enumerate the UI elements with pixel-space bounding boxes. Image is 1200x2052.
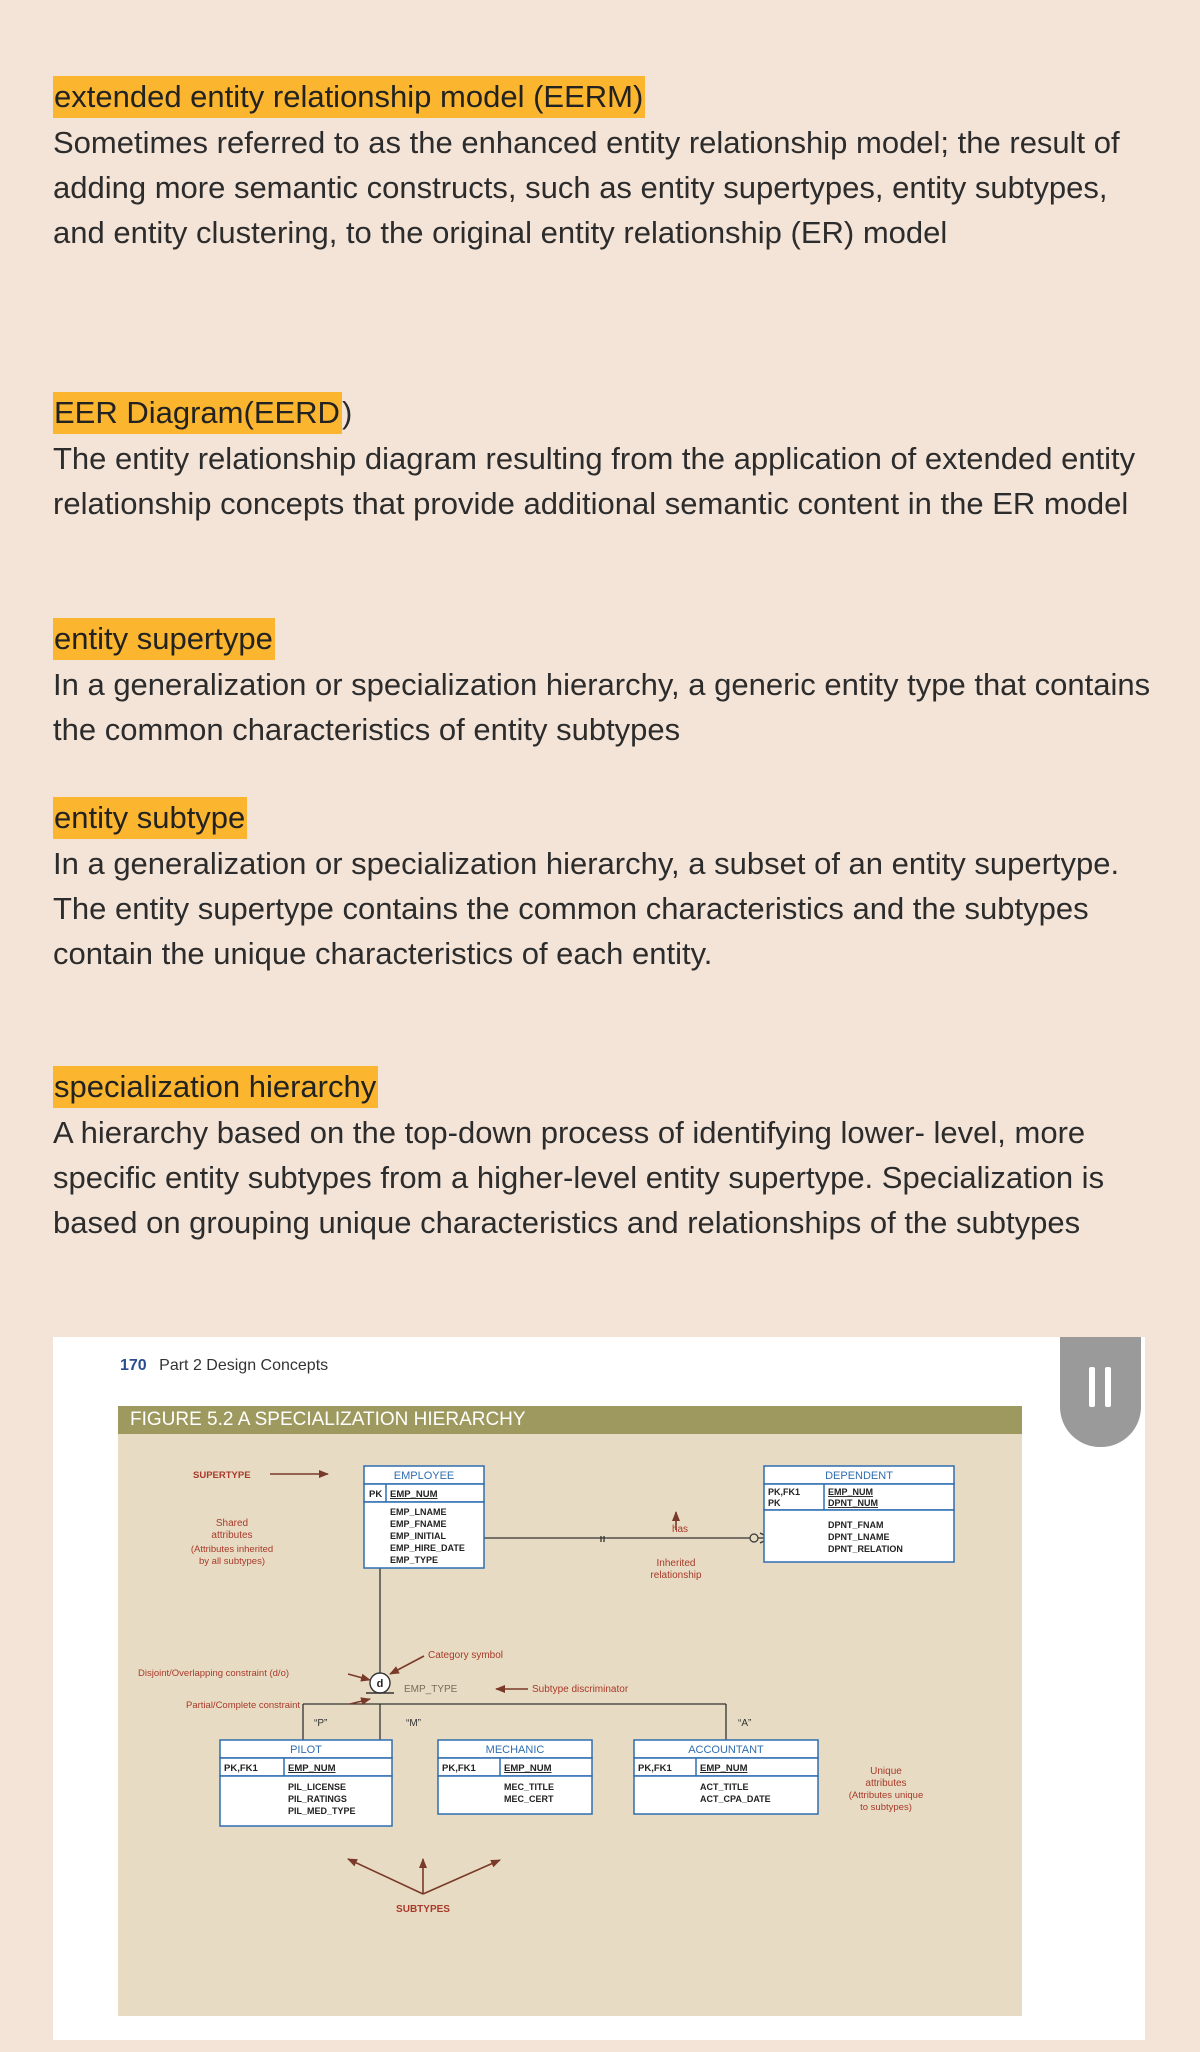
glossary-definition: In a generalization or specialization hierarchy, a subset of an entity supertype. The entity supertype contains the common characteristics and the subtypes contain the unique characteristics of each entity. — [53, 846, 1120, 971]
entity-dependent — [764, 1466, 954, 1562]
label-unique-attributes: Unique — [870, 1766, 902, 1777]
glossary-entry-eerm — [53, 76, 1153, 255]
label-inherited-note: by all subtypes) — [198, 1556, 266, 1567]
attribute: EMP_HIRE_DATE — [390, 1543, 465, 1553]
attribute: EMP_LNAME — [390, 1507, 447, 1517]
optional-circle — [750, 1534, 758, 1542]
key-label: PK — [369, 1489, 383, 1500]
glossary-term: entity subtype — [53, 797, 247, 839]
key-label: PK,FK1 — [768, 1487, 801, 1497]
key-attribute: EMP_NUM — [828, 1487, 874, 1497]
glossary-term: specialization hierarchy — [53, 1066, 378, 1108]
label-partial-constraint: Partial/Complete constraint — [186, 1700, 301, 1711]
glossary-definition: In a generalization or specialization hierarchy, a generic entity type that contains the common characteristics of entity subtypes — [53, 667, 1151, 747]
label-code-m: “M” — [406, 1718, 421, 1729]
label-shared-attributes: Shared — [215, 1518, 249, 1529]
entity-name: MECHANIC — [485, 1744, 545, 1756]
figure-title: FIGURE 5.2 A SPECIALIZATION HIERARCHY — [118, 1406, 1022, 1434]
attribute: EMP_INITIAL — [390, 1531, 447, 1541]
glossary-entry-supertype — [53, 618, 1153, 752]
label-shared-attributes: attributes — [211, 1530, 253, 1541]
key-attribute: EMP_NUM — [288, 1763, 336, 1774]
label-unique-note: (Attributes unique — [848, 1790, 924, 1801]
glossary-definition: The entity relationship diagram resulting from the application of extended entity relationship concepts that provide additional semantic content in the ER model — [53, 441, 1136, 521]
glossary-term: EER Diagram(EERD — [53, 392, 342, 434]
attribute: ACT_TITLE — [700, 1782, 749, 1792]
attribute: DPNT_LNAME — [828, 1532, 890, 1542]
key-label: PK,FK1 — [442, 1763, 476, 1774]
glossary-entry-eerd — [53, 392, 1153, 526]
glossary-term-tail: ) — [341, 395, 353, 430]
entity-name: ACCOUNTANT — [688, 1744, 764, 1756]
label-discriminator-attribute: EMP_TYPE — [404, 1684, 458, 1695]
label-code-a: “A” — [738, 1718, 752, 1729]
entity-name: PILOT — [290, 1744, 322, 1756]
glossary-term: extended entity relationship model (EERM) — [53, 76, 645, 118]
label-subtype-discriminator: Subtype discriminator — [532, 1684, 629, 1695]
label-unique-attributes: attributes — [865, 1778, 907, 1789]
attribute: PIL_LICENSE — [288, 1782, 347, 1792]
attribute: PIL_RATINGS — [288, 1794, 347, 1804]
attribute: PIL_MED_TYPE — [288, 1806, 356, 1816]
label-unique-note: to subtypes) — [860, 1802, 912, 1813]
key-label: PK,FK1 — [224, 1763, 258, 1774]
attribute: EMP_FNAME — [390, 1519, 447, 1529]
label-inherited-relationship: relationship — [650, 1570, 702, 1581]
key-attribute: EMP_NUM — [504, 1763, 552, 1774]
key-label: PK — [768, 1498, 781, 1508]
figure-page-header — [120, 1357, 328, 1375]
page-number: 170 — [120, 1357, 147, 1374]
key-attribute: EMP_NUM — [700, 1763, 748, 1774]
key-label: PK,FK1 — [638, 1763, 672, 1774]
attribute: DPNT_RELATION — [828, 1544, 903, 1554]
entity-name: DEPENDENT — [825, 1470, 893, 1482]
label-supertype: SUPERTYPE — [193, 1470, 251, 1481]
label-category-symbol: Category symbol — [428, 1650, 504, 1661]
attribute: MEC_CERT — [504, 1794, 554, 1804]
specialization-hierarchy-diagram — [118, 1434, 1022, 2016]
figure-diagram-area — [118, 1434, 1022, 2016]
grip-icon — [1105, 1367, 1111, 1407]
attribute: MEC_TITLE — [504, 1782, 555, 1792]
label-disjoint-constraint: Disjoint/Overlapping constraint (d/o) — [138, 1668, 290, 1679]
glossary-entry-specialization — [53, 1066, 1153, 1245]
page-part: Part 2 Design Concepts — [159, 1357, 329, 1374]
grip-icon — [1089, 1367, 1095, 1407]
glossary-definition: Sometimes referred to as the enhanced entity relationship model; the result of adding more semantic constructs, such as entity supertypes, entity subtypes, and entity clustering, to the original entity relationship (ER) model — [53, 125, 1120, 250]
entity-name: EMPLOYEE — [393, 1470, 455, 1482]
label-has: has — [671, 1524, 689, 1535]
attribute: DPNT_FNAM — [828, 1520, 884, 1530]
entity-pilot — [220, 1740, 392, 1826]
category-symbol-letter: d — [376, 1678, 384, 1690]
glossary-definition: A hierarchy based on the top-down process of identifying lower- level, more specific entity subtypes from a higher-level entity supertype. Specialization is based on grouping unique characteristics and relationships of the subtypes — [53, 1115, 1105, 1240]
entity-accountant — [634, 1740, 818, 1814]
key-attribute: EMP_NUM — [390, 1489, 438, 1500]
key-attribute: DPNT_NUM — [828, 1498, 879, 1508]
glossary-entry-subtype — [53, 797, 1153, 976]
label-inherited-note: (Attributes inherited — [190, 1544, 274, 1555]
label-subtypes: SUBTYPES — [396, 1904, 450, 1915]
category-symbol — [366, 1673, 394, 1693]
entity-employee — [364, 1466, 484, 1568]
entity-mechanic — [438, 1740, 592, 1814]
label-code-p: “P” — [314, 1718, 328, 1729]
glossary-term: entity supertype — [53, 618, 275, 660]
attribute: EMP_TYPE — [390, 1555, 439, 1565]
attribute: ACT_CPA_DATE — [700, 1794, 771, 1804]
scroll-handle[interactable] — [1060, 1337, 1141, 1447]
label-inherited-relationship: Inherited — [656, 1558, 696, 1569]
